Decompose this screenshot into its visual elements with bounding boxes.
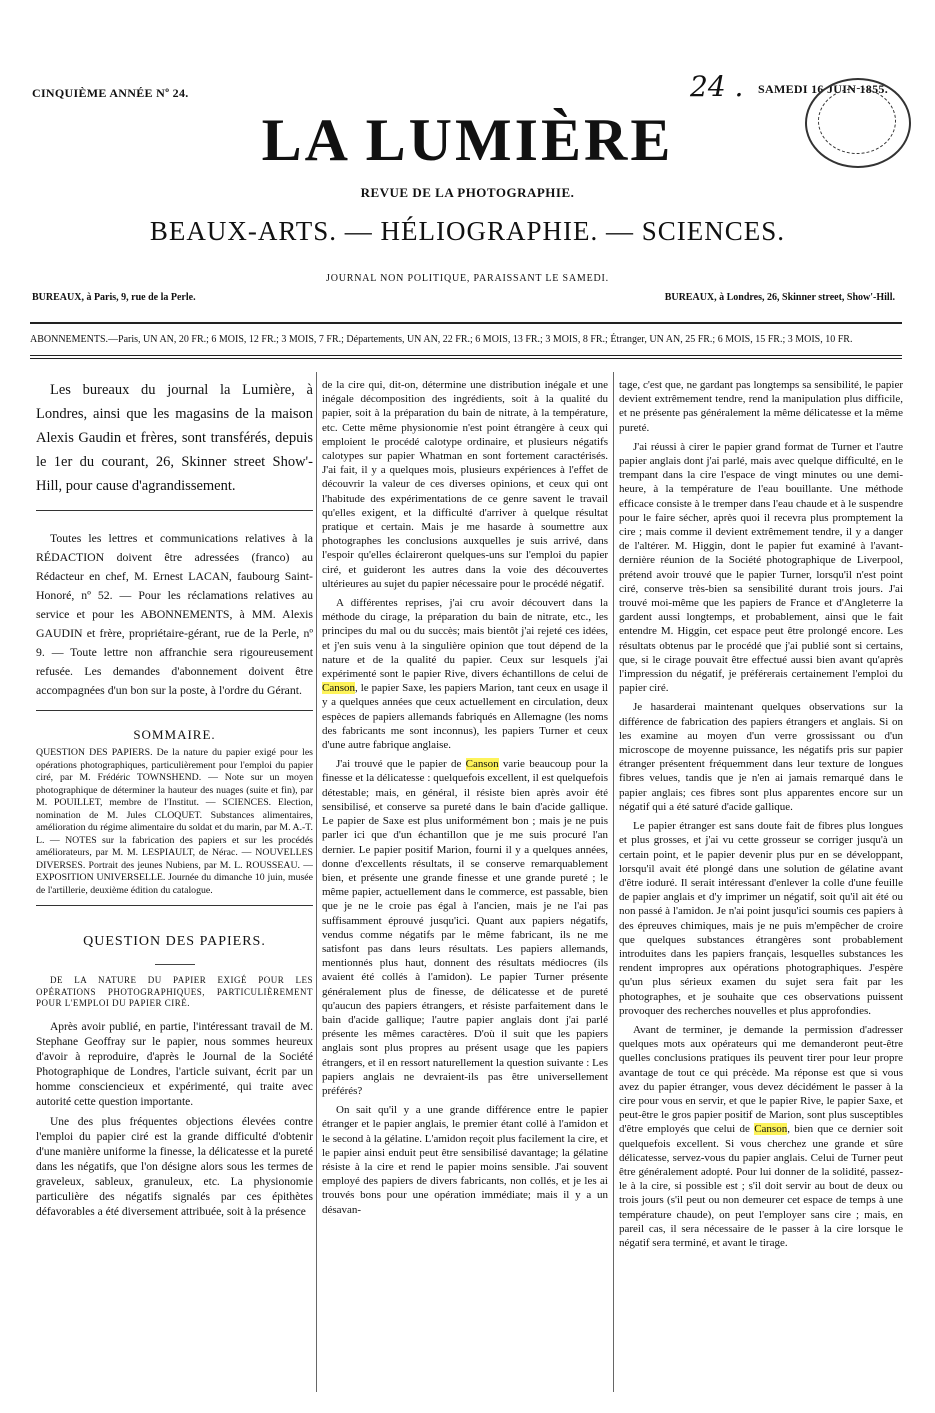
column-3 <box>619 378 903 1393</box>
section-title-rule <box>155 964 195 965</box>
article-para-4 <box>322 757 608 1098</box>
article-para-3 <box>322 596 608 752</box>
para-4-end: varie beaucoup pour la finesse et la délicatesse : quelquefois excellent, il est quelquefois détestable; mais, en général, il résiste bien après avoir été sensibilisé, et conserve sa pureté dans le bain d'acide gallique. Le papier de Saxe est plus uniformément bon ; mais je ne puis parler ici que d'un échantillon que je me suis procuré l'an dernier. Le papier positif Marion, fourni il y a quelques années, donne d'excellents résultats, il se conserve remarquablement bien, et présente une grande finesse et une grande pureté ; le même papier, actuellement dans le commerce, est passable, bien que je ne le croie pas égal à l'ancien, mais je ne l'ai pas suffisamment éprouvé jusqu'ici. Quant aux papiers négatifs, vendus comme négatifs par le même fabricant, ils ne me satisfont pas dans leurs résultats. Les papiers allemands, mentionnés plus haut, donnent des résultats médiocres (ils avaient été collés à l'amidon). Le papier Turner présente généralement plus de finesse, de délicatesse et de pureté qu'aucun des papiers étrangers, et résiste parfaitement dans le bain d'acide gallique; l'autre papier anglais dont j'ai parlé présente les mêmes caractères. D'où il suit que les papiers anglais sont plus propres au présent usage que les papiers étrangers, et il en ressort naturellement la question suivante : Les papiers anglais ne devraient-ils pas être universellement préférés? <box>322 758 608 1097</box>
handwritten-number: 24 . <box>690 70 744 103</box>
sommaire-text: QUESTION DES PAPIERS. De la nature du papier exigé pour les opérations photographiques, particulièrement pour l'emploi du papier ciré, par M. Frédéric TOWNSHEND. — Note sur un moyen photographique de déterminer la hauteur des nuages (suite et fin), par M. POUILLET, membre de l'Institut. — SCIENCES. Election, nomination de M. Jules CLOQUET. Substances alimentaires, amélioration du régime alimentaire du soldat et du marin, par M. A.-T. L. — NOTES sur la fabrication des papiers et sur les procédés améliorateurs, par M. M. LESPIAULT, de Nérac. — NOUVELLES DIVERSES. Portrait des jeunes Nubiens, par M. L. ROUSSEAU. — EXPOSITION UNIVERSELLE. Journée du dimanche 10 juin, musée de l'artillerie, deuxième édition du catalogue. <box>36 747 313 896</box>
column-divider-1 <box>316 372 317 1392</box>
journal-note: JOURNAL NON POLITIQUE, PARAISSANT LE SAMEDI. <box>326 273 609 284</box>
article-para-2: de la cire qui, dit-on, détermine une distribution inégale et une inégale décomposition des ingrédients, soit à la qualité du papier, soit à la préparation du bain de nitrate, à la température, etc. Cette même physionomie n'est point étrangère à ceux qui emploient le procédé calotype ordinaire, et plusieurs négatifs calotypes sur papier Whatman en sont fortement caractérisés. J'ai fait, il y a quelques mois, plusieurs expériences à l'effet de découvrir la valeur de ces diverses opinions, et ceux qui ont l'habitude des expérimentations de ce genre savent le travail qu'elles exigent, et la difficulté d'arriver à quelque résultat pratique et certain. Mais je me hasarde à soumettre aux photographes les conclusions auxquelles je suis arrivé, dans l'espoir qu'elles éclaireront quelques-uns sur l'emploi du papier ciré, et guideront les autres dans la voie des découvertes ultérieures au sujet du papier nécessaire pour le procédé négatif. <box>322 379 608 590</box>
rates-rule-2 <box>30 358 902 359</box>
article-intro: Après avoir publié, en partie, l'intéressant travail de M. Stephane Geoffray sur le papier, nous sommes heureux d'avoir à reproduire, d'après le Journal de la Société Photographique de Londres, l'article suivant, écrit par un homme consciencieux et expérimenté, qui traite avec autorité cette question importante. <box>36 1020 313 1108</box>
letters-rule <box>36 710 313 711</box>
column-divider-2 <box>613 372 614 1392</box>
bureaux-notice: Les bureaux du journal la Lumière, à Londres, ainsi que les magasins de la maison Alexis Gaudin et frères, sont transférés, depuis le 1er du courant, 26, Skinner street Show'-Hill, pour cause d'agrandissement. <box>36 382 313 494</box>
sommaire-rule <box>36 905 313 906</box>
canson-highlight-2: Canson <box>465 758 499 771</box>
journal-tagline: BEAUX-ARTS. — HÉLIOGRAPHIE. — SCIENCES. <box>149 216 786 246</box>
year-number: CINQUIÈME ANNÉE Nº 24. <box>32 86 189 100</box>
subscription-rates: ABONNEMENTS.—Paris, UN AN, 20 FR.; 6 MOIS, 12 FR.; 3 MOIS, 7 FR.; Départements, UN AN, 22 FR.; 6 MOIS, 13 FR.; 3 MOIS, 8 FR.; Étranger, UN AN, 25 FR.; 6 MOIS, 15 FR.; 3 MOIS, 10 FR. <box>30 334 853 345</box>
top-rule <box>30 322 902 324</box>
journal-subtitle: REVUE DE LA PHOTOGRAPHIE. <box>360 185 575 200</box>
article-para-9: Le papier étranger est sans doute fait de fibres plus longues et plus grosses, et j'ai vu cette grosseur se corriger jusqu'à un certain point, et le papier devenir plus pur en se développant, lorsqu'il avait été plongé dans une solution de gélatine avant d'être ioduré. Il serait intéressant d'enlever la colle d'une feuille de papier anglais et d'y imprimer un négatif, soit qu'il ait été ou non passé à l'amidon. Je n'ai point jusqu'ici soumis ces papiers à des épreuves chimiques, mais je ne puis m'empêcher de croire que quelques substances étrangères sont probablement introduites dans les papiers français, lesquelles substances les rendent impropres aux opérations photographiques. J'espère qu'un plus sérieux examen du sujet sera fait par les photographes, et je souhaite que ces observations puissent provoquer des recherches nouvelles et plus approfondies. <box>619 820 903 1017</box>
bureaux-london: BUREAUX, à Londres, 26, Skinner street, Show'-Hill. <box>664 292 895 303</box>
bureaux-paris: BUREAUX, à Paris, 9, rue de la Perle. <box>32 292 196 303</box>
article-para-6: tage, c'est que, ne gardant pas longtemps sa sensibilité, le papier devient extrêmement tendre, rend la manipulation plus difficile, et ne présente pas généralement la même délicatesse et la même pureté. <box>619 379 903 434</box>
article-para-5: On sait qu'il y a une grande différence entre le papier étranger et le papier anglais, le premier étant collé à l'amidon et le second à la gélatine. L'amidon reçoit plus facilement la cire, et le papier ainsi enduit peut être sensibilisé davantage; la gélatine résiste à la cire et rend le papier moins sensible. J'ai souvent employé des papiers de divers fabricants, non collés, et je les ai trouvés bons pour une opération immédiate; mais il y a un désavan- <box>322 1104 608 1216</box>
article-para-7: J'ai réussi à cirer le papier grand format de Turner et l'autre papier anglais dont j'ai parlé, mais avec quelque difficulté, en le trempant dans la cire l'espace de vingt minutes ou une demi-heure, à la température de l'eau bouillante. Une méthode efficace consiste à le tremper dans l'eau chaude et à le suspendre pour le faire sécher, après quoi il recevra plus promptement la cire ; mais comme il devient extrêmement tendre, il y a danger de l'altérer. M. Higgin, dont le papier fut examiné à l'avant-dernière réunion de la Société photographique de Liverpool, prétend avoir trouvé que le papier Turner, lorsqu'il n'est point ciré, conserve très-bien sa sensibilité durant trois jours. J'ai trouvé moi-même que les papiers de France et d'Angleterre la gardent aussi longtemps, et probablement, ainsi que le fait entendre M. Higgin, cet espace peut être prolongé encore. Les résultats obtenus par le procédé que j'ai publié sont si certains, que, si le cirage pouvait être effectué aussi bien avant qu'après l'impression du négatif, je préférerais certainement l'emploi du papier ciré. <box>619 440 903 695</box>
para-3-start: A différentes reprises, j'ai cru avoir découvert dans la méthode du cirage, la préparation du bain de nitrate, etc., les principes du mal ou du succès; mais bientôt j'ai rejeté ces idées, et j'en suis venu à la singulière opinion que tout dépend de la nature et de la qualité du papier. Ceux sur lesquels j'ai expérimenté sont le papier Rive, divers échantillons de celui de <box>322 597 608 681</box>
article-para-10 <box>619 1023 903 1250</box>
notice-rule <box>36 510 313 511</box>
para-3-end: , le papier Saxe, les papiers Marion, tant ceux en usage il y a quelques années que ceux actuellement en circulation, deux espèces de papiers allemands fabriqués en Allemagne (les noms des fabricants me sont inconnus), les papiers Turner et ceux d'une autre fabrique anglaise. <box>322 682 608 752</box>
issue-date: SAMEDI 16 JUIN 1855. <box>758 82 889 96</box>
journal-title: LA LUMIÈRE <box>261 107 674 173</box>
article-para-8: Je hasarderai maintenant quelques observations sur la différence de fabrication des papiers étrangers et anglais. Si on les examine au moyen d'un verre grossissant ou d'un microscope de moyenne puissance, les négatifs pris sur papier étranger présentent fréquemment dans leur texture de longues fibres velues, tandis que je n'en ai jamais remarqué dans le papier anglais; ces fibres sont plus apparentes encore sur un négatif qui a été saturé d'acide gallique. <box>619 701 903 813</box>
canson-highlight-1: Canson <box>322 682 355 695</box>
para-4-start: J'ai trouvé que le papier de <box>336 758 466 771</box>
para-10-start: Avant de terminer, je demande la permission d'adresser quelques mots aux opérateurs qui me demanderont peut-être quelles conclusions pratiques ils peuvent tirer pour leur propre avantage de tout ce qui précède. Ma réponse est que si vous avez du papier étranger, vous devez décidément le passer à la cire pour vous en servir, et que le papier Rive, le papier Saxe, et peut-être le gros papier positif de Marion, sont plus susceptibles d'être employés que celui de <box>619 1023 903 1136</box>
column-2 <box>322 378 608 1393</box>
rates-rule-1 <box>30 355 902 356</box>
sommaire-title: SOMMAIRE. <box>133 727 216 742</box>
article-para-1: Une des plus fréquentes objections élevées contre l'emploi du papier ciré est la grande difficulté d'obtenir d'une manière uniforme la finesse, la délicatesse et la pureté dans les négatifs, que l'on désigne alors sous les termes de graveleux, sableux, granuleux, etc. La physionomie particulière des négatifs signalés par ces épithètes défavorables a été diversement attribuée, soit à la présence <box>36 1115 313 1218</box>
section-title: QUESTION DES PAPIERS. <box>83 934 266 949</box>
para-10-end: , bien que ce dernier soit quelquefois excellent. Si vous cherchez une grande et sûre délicatesse, servez-vous du papier anglais. Celui de Turner peut être généralement adopté. Pour lui donner de la solidité, passez-le à la cire, si possible est ; s'il doit servir au bout de deux ou trois jours (s'il peut ou non demeurer cet espace de temps à une température chaude), on peut l'employer sans cire ; mais, en pareil cas, il sera nécessaire de le passer à la cire lorsque le négatif sera terminé, et avant le tirage. <box>619 1123 903 1249</box>
canson-highlight-3: Canson <box>754 1123 788 1136</box>
column-1 <box>36 378 313 1393</box>
correspondence-notice: Toutes les lettres et communications relatives à la RÉDACTION doivent être adressées (franco) au Rédacteur en chef, M. Ernest LACAN, faubourg Saint-Honoré, nº 52. — Pour les réclamations relatives au service et pour les ABONNEMENTS, à MM. Alexis GAUDIN et frère, propriétaire-gérant, rue de la Perle, nº 9. — Toute lettre non affranchie sera rigoureusement refusée. Les demandes d'abonnement doivent être accompagnées d'un bon sur la poste, à l'ordre du Gérant. <box>36 531 313 697</box>
section-subheading: DE LA NATURE DU PAPIER EXIGÉ POUR LES OPÉRATIONS PHOTOGRAPHIQUES, PARTICULIÈREMENT POUR L'EMPLOI DU PAPIER CIRÉ. <box>36 975 313 1008</box>
